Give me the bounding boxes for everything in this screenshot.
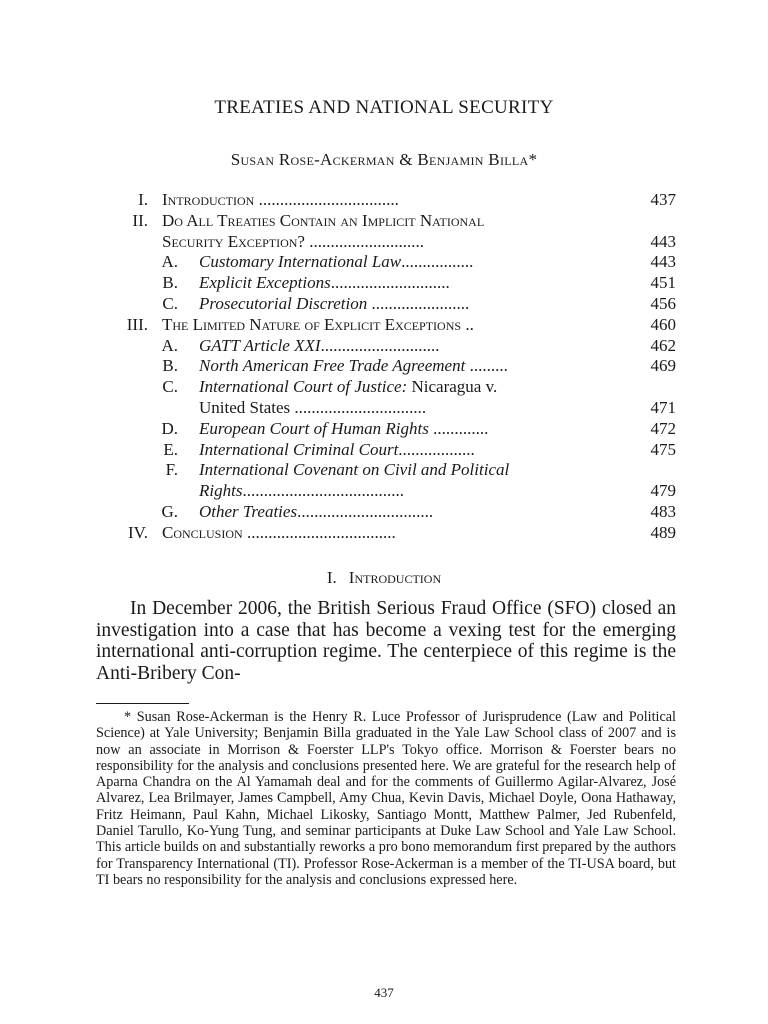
toc-entry-page: 469 — [650, 356, 676, 376]
toc-leader-dots: .. — [461, 314, 474, 334]
toc-entry — [0, 523, 768, 543]
article-authors: Susan Rose-Ackerman & Benjamin Billa* — [230, 150, 538, 169]
toc-entry-title: Do All Treaties Contain an Implicit National — [162, 210, 485, 230]
page-number: 437 — [374, 985, 394, 1000]
toc-subentry — [0, 294, 768, 314]
toc-entry-text — [162, 211, 637, 231]
toc-entry-title: The Limited Nature of Explicit Exceptions — [162, 314, 462, 334]
toc-entry-title: International Covenant on Civil and Political — [199, 460, 510, 480]
toc-entry-number: F. — [165, 460, 178, 480]
toc-leader-dots: ............................... — [290, 398, 427, 417]
toc-entry-number: G. — [161, 502, 178, 521]
toc-leader-dots: ....................... — [367, 294, 470, 313]
toc-entry-text — [199, 440, 622, 460]
toc-entry-number: I. — [138, 190, 148, 209]
toc-entry-number: IV. — [128, 522, 148, 542]
toc-subentry — [0, 440, 768, 460]
toc-entry-page: 443 — [650, 252, 676, 272]
toc-leader-dots: ......... — [465, 356, 508, 376]
toc-leader-dots: ........................... — [304, 231, 424, 251]
toc-entry-number: B. — [162, 356, 178, 376]
toc-subentry — [0, 502, 768, 522]
toc-entry-number: A. — [161, 335, 178, 355]
toc-entry-text — [162, 523, 622, 543]
toc-leader-dots: ................. — [401, 252, 474, 272]
toc-entry-text — [199, 294, 622, 314]
toc-leader-dots: ................................... — [242, 522, 396, 542]
toc-entry-number: II. — [132, 210, 148, 230]
toc-entry-text — [199, 460, 637, 480]
toc-subentry — [0, 356, 768, 376]
toc-entry-title: Introduction — [162, 190, 255, 209]
toc-entry-title: Conclusion — [162, 522, 243, 542]
toc-entry-text — [199, 336, 622, 356]
toc-entry-text — [199, 273, 622, 293]
toc-entry — [0, 315, 768, 335]
section-heading — [0, 568, 768, 588]
toc-entry — [0, 190, 768, 210]
toc-entry-page: 460 — [650, 314, 676, 334]
toc-entry-page: 437 — [650, 190, 676, 209]
toc-entry-page: 471 — [650, 398, 676, 417]
section-numeral: I. — [326, 568, 337, 587]
toc-entry-title: GATT Article XXI — [199, 335, 321, 355]
toc-entry-number: C. — [162, 377, 178, 397]
toc-entry-page: 475 — [650, 439, 676, 459]
toc-leader-dots: ............................ — [320, 335, 440, 355]
toc-leader-dots: ............. — [428, 418, 489, 438]
toc-entry-text — [199, 252, 622, 272]
section-title: Introduction — [348, 568, 442, 587]
toc-entry-title: International Court of Justice: — [199, 377, 408, 397]
toc-entry-title: Prosecutorial Discretion — [199, 294, 368, 313]
toc-entry-number: D. — [161, 418, 178, 438]
toc-entry-page: 472 — [650, 418, 676, 438]
toc-entry-number: C. — [162, 294, 178, 313]
toc-leader-dots: ...................................... — [242, 481, 404, 501]
toc-entry-text — [199, 419, 622, 439]
toc-entry-page: 456 — [650, 294, 676, 313]
toc-entry-text — [199, 481, 622, 501]
toc-entry — [0, 211, 768, 231]
toc-entry-page: 489 — [650, 522, 676, 542]
toc-leader-dots: ................................ — [297, 502, 434, 521]
toc-subentry — [0, 419, 768, 439]
toc-entry-continuation — [0, 398, 768, 418]
toc-entry-text — [162, 232, 622, 252]
toc-entry-continuation — [0, 232, 768, 252]
toc-entry-page: 462 — [650, 335, 676, 355]
toc-leader-dots: ............................ — [330, 273, 450, 293]
toc-entry-text — [199, 502, 622, 522]
toc-entry-title: United States — [199, 398, 291, 417]
toc-entry-number: E. — [163, 439, 178, 459]
toc-subentry — [0, 460, 768, 480]
toc-subentry — [0, 252, 768, 272]
toc-entry-page: 451 — [650, 273, 676, 293]
toc-entry-text — [199, 398, 622, 418]
body-paragraph: In December 2006, the British Serious Fraud Office (SFO) closed an investigation into a case that has become a vexing test for the emerging international anti-corruption regime. The centerpiece of this regime is the Anti-Bribery Con- — [96, 598, 676, 684]
toc-subentry — [0, 377, 768, 397]
toc-subentry — [0, 273, 768, 293]
toc-entry-title: Explicit Exceptions — [199, 273, 331, 293]
toc-entry-title: North American Free Trade Agreement — [199, 356, 466, 376]
toc-entry-number: III. — [126, 314, 148, 334]
toc-entry-title: Rights — [199, 481, 243, 501]
toc-entry-title: Security Exception? — [162, 231, 305, 251]
author-footnote: * Susan Rose-Ackerman is the Henry R. Luce Professor of Jurisprudence (Law and Political Science) at Yale University; Benjamin Billa graduated in the Yale Law School class of 2007 and is now an associate in Morrison & Foerster LLP's Tokyo office. Morrison & Foerster bears no responsibility for the analysis and conclusions presented here. We are grateful for the research help of Aparna Chandra on the Al Yamamah deal and for the comments of Guillermo Agilar-Alvarez, José Alvarez, Lea Brilmayer, James Campbell, Amy Chua, Kevin Davis, Michael Doyle, Oona Hathaway, Fritz Heimann, Paul Kahn, Michael Likosky, Santiago Montt, Matthew Palmer, Jed Rubenfeld, Daniel Tarullo, Ko-Yung Tung, and seminar participants at Duke Law School and Yale Law School. This article builds on and substantially reworks a pro bono memorandum first prepared by the authors for Transparency International (TI). Professor Rose-Ackerman is a member of the TI-USA board, but TI bears no responsibility for the analysis and conclusions expressed here. — [96, 709, 676, 888]
toc-subentry — [0, 336, 768, 356]
toc-entry-title: Customary International Law — [199, 252, 402, 272]
toc-leader-dots: .................. — [398, 439, 475, 459]
toc-entry-text — [199, 356, 622, 376]
article-title: TREATIES AND NATIONAL SECURITY — [214, 97, 554, 118]
toc-leader-dots: ................................. — [254, 190, 399, 209]
toc-entry-number: B. — [162, 273, 178, 293]
toc-entry-page: 479 — [650, 481, 676, 501]
toc-entry-case-name: Nicaragua v. — [407, 377, 498, 397]
toc-entry-text — [162, 315, 622, 335]
toc-entry-title: Other Treaties — [199, 502, 298, 521]
footnote-separator — [96, 703, 189, 704]
toc-entry-continuation — [0, 481, 768, 501]
toc-entry-title: European Court of Human Rights — [199, 418, 429, 438]
toc-entry-page: 443 — [650, 231, 676, 251]
toc-entry-number: A. — [161, 252, 178, 272]
toc-entry-text — [162, 190, 622, 210]
toc-entry-text — [199, 377, 637, 397]
toc-entry-page: 483 — [650, 502, 676, 521]
toc-entry-title: International Criminal Court — [199, 439, 399, 459]
